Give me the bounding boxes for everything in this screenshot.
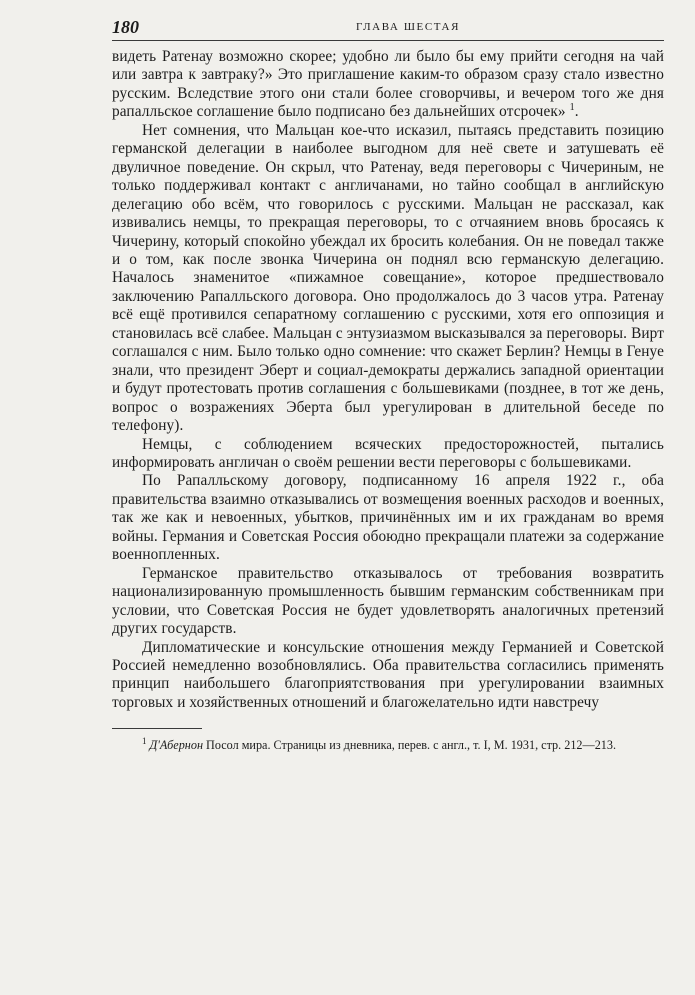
paragraph-3: Немцы, с соблюдением всяческих предосторожностей, пытались информировать англичан о своём решении вести переговоры с большевиками. [112, 435, 664, 471]
page-number: 180 [112, 17, 139, 37]
footnote-author: Д'Абернон [149, 738, 203, 753]
paragraph-4: По Рапалльскому договору, подписанному 16 апреля 1922 г., оба правительства взаимно отказывались от возмещения военных расходов и военных, так же как и невоенных, убытков, причинённых им и их гражданам во время войны. Германия и Советская Россия обоюдно прекращали платежи за содержание военнопленных. [112, 472, 664, 564]
chapter-title: ГЛАВА ШЕСТАЯ [355, 21, 461, 33]
footnote-text: Посол мира. Страницы из дневника, перев. с англ., т. I, М. 1931, стр. 212—213. [206, 738, 617, 753]
paragraph-2: Нет сомнения, что Мальцан кое-что исказил, пытаясь представить позицию германской делегации в наиболее выгодном для неё свете и затушевать её двуличное поведение. Он скрыл, что Ратенау, ведя переговоры с Чичериным, не только поддерживал контакт с англичанами, но тайно сообщал в английскую делегацию обо всём, что говорилось с русскими. Мальцан не рассказал, как извивались немцы, то прекращая переговоры, то с отчаянием вновь бросаясь к Чичерину, который спокойно убеждал их бросить колебания. Он не поведал также и о том, как после звонка Чичерина он поднял всю германскую делегацию. Началось знаменитое «пижамное совещание», которое предшествовало заключению Рапалльского договора. Оно продолжалось до 3 часов утра. Ратенау всё ещё противился сепаратному соглашению с русскими, хотя его оппозиция и становилась всё слабее. Мальцан с энтузиазмом высказывался за переговоры. Вирт соглашался с ним. Было только одно сомнение: что скажет Берлин? Немцы в Генуе знали, что президент Эберт и социал-демократы держались западной ориентации и будут протестовать против соглашения с большевиками (позднее, в тот же день, вопрос о возражениях Эберта был урегулирован в длительной беседе по телефону). [112, 121, 664, 435]
footnote-reference: 1 [569, 102, 575, 114]
footnote [112, 737, 664, 754]
body-text [112, 48, 664, 712]
paragraph-6: Дипломатические и консульские отношения между Германией и Советской Россией немедленно возобновлялись. Оба правительства согласились применять принцип наибольшего благоприятствования при урегулировании взаимных торговых и хозяйственных отношений и благожелательно идти навстречу [112, 638, 664, 711]
paragraph-1-text: видеть Ратенау возможно скорее; удобно ли было бы ему прийти сегодня на чай или завтра к завтраку?» Это приглашение каким-то образом сразу стало известно русским. Вследствие этого они стали более сговорчивы, и вечером того же дня рапалльское соглашение было подписано без дальнейших отсрочек» [112, 48, 664, 121]
paragraph-1: видеть Ратенау возможно скорее; удобно ли было бы ему прийти сегодня на чай или завтра к завтраку?» Это приглашение каким-то образом сразу стало известно русским. Вследствие этого они стали более сговорчивы, и вечером того же дня рапалльское соглашение было подписано без дальнейших отсрочек» $^1$. [112, 48, 664, 121]
running-head [112, 14, 664, 41]
footnote-mark: 1 [142, 736, 147, 747]
footnote-divider [112, 728, 202, 729]
paragraph-5: Германское правительство отказывалось от требования возвратить национализированную промышленность бывшим германским собственникам при условии, что Советская Россия не будет удовлетворять аналогичных претензий других государств. [112, 564, 664, 638]
